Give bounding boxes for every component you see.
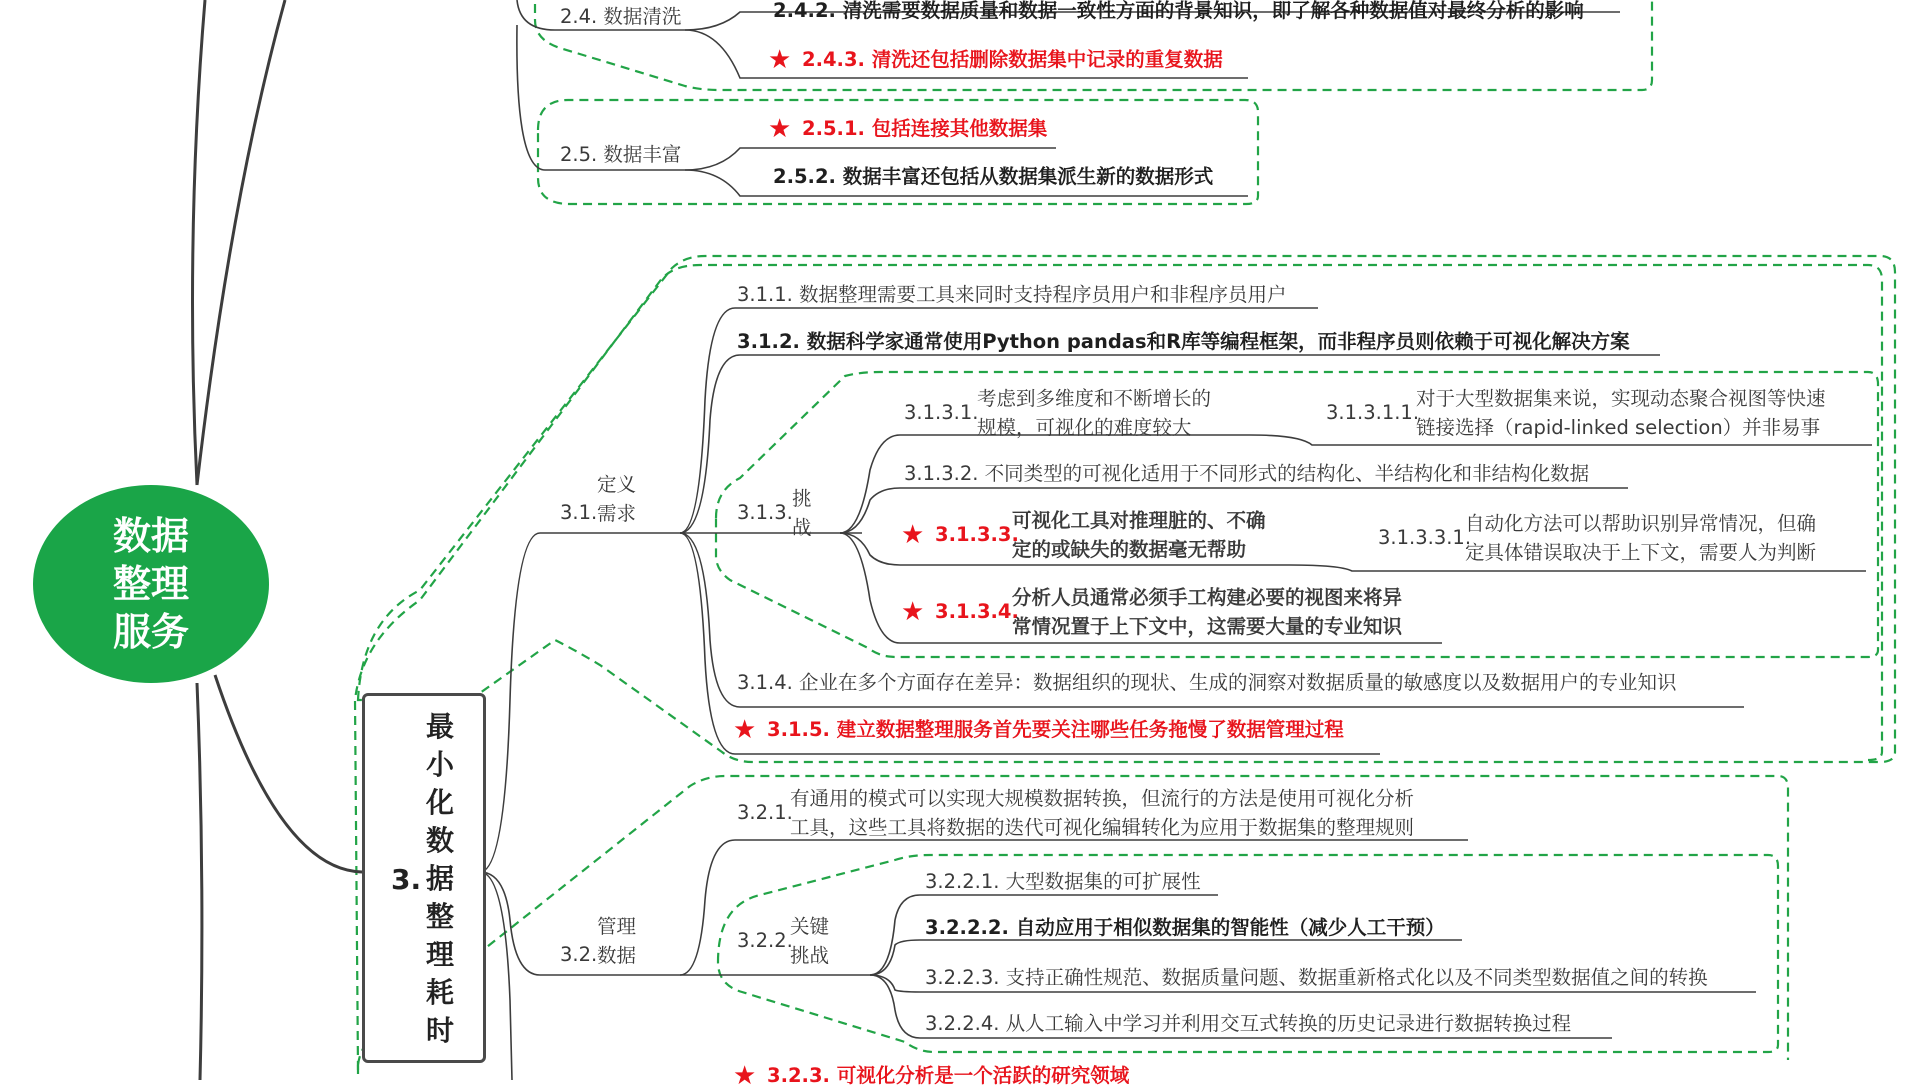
node-3-1-3-4-num[interactable]: 3.1.3.4. (935, 600, 1019, 623)
node-3-1-3-1-1-l1: 对于大型数据集来说，实现动态聚合视图等快速 (1416, 387, 1826, 410)
node-3-2-1-num[interactable]: 3.2.1. (737, 801, 793, 824)
node-2-4-label: 数据清洗 (603, 5, 682, 28)
node-3-2-label-l2: 数据 (597, 944, 637, 967)
node-3-1-3-3-l2: 定的或缺失的数据毫无帮助 (1012, 538, 1247, 561)
node-2-5-2[interactable]: 2.5.2. 数据丰富还包括从数据集派生新的数据形式 (773, 165, 1214, 188)
node-3-1-label-l1: 定义 (597, 473, 637, 496)
node-3-1-3-label (792, 484, 822, 542)
node-3-1-3-label-l1: 挑 (792, 487, 812, 510)
node-3-2-1-text (790, 784, 1414, 842)
node-3-1-3-3-1-num[interactable]: 3.1.3.3.1. (1378, 526, 1472, 549)
node-3-1-3-3-num[interactable]: 3.1.3.3. (935, 523, 1019, 546)
root-to-3 (215, 675, 362, 872)
node-2-4[interactable] (560, 2, 681, 31)
root-trunk-a (193, 0, 206, 485)
node-3-1-3-3-l1: 可视化工具对推理脏的、不确 (1012, 509, 1266, 532)
node-2-4-3[interactable]: 2.4.3. 清洗还包括删除数据集中记录的重复数据 (802, 48, 1223, 71)
node-2-5-1[interactable]: 2.5.1. 包括连接其他数据集 (802, 117, 1048, 140)
node-3-2-label-l1: 管理 (597, 915, 637, 938)
star-icon: ★ (733, 715, 757, 745)
node-2-4-2[interactable]: 2.4.2. 清洗需要数据质量和数据一致性方面的背景知识，即了解各种数据值对最终分析的影响 (773, 0, 1584, 22)
node-3-1-3-2[interactable]: 3.1.3.2. 不同类型的可视化适用于不同形式的结构化、半结构化和非结构化数据 (904, 462, 1590, 485)
node-3-1-3-label-l2: 战 (792, 516, 812, 539)
node-3-2-2-label-l1: 关键 (790, 915, 830, 938)
root-title: 数据整理服务 (112, 514, 189, 654)
node-3-2-1-l2: 工具，这些工具将数据的迭代可视化编辑转化为应用于数据集的整理规则 (790, 816, 1415, 839)
c-3-to-3-1 (480, 533, 680, 872)
node-3-1-3-1-1-l2: 链接选择（rapid-linked selection）并非易事 (1416, 416, 1821, 439)
node-3-1-3-3-1-l1: 自动化方法可以帮助识别异常情况，但确 (1465, 512, 1817, 535)
node-3-2-2-2[interactable]: 3.2.2.2. 自动应用于相似数据集的智能性（减少人工干预） (925, 916, 1445, 939)
node-3-1-3-1-1-text (1416, 384, 1826, 442)
node-2-5-label: 数据丰富 (603, 143, 682, 166)
node-3-1-3-4-l1: 分析人员通常必须手工构建必要的视图来将异 (1012, 586, 1403, 609)
node-3-1-3-4-l2: 常情况置于上下文中，这需要大量的专业知识 (1012, 615, 1403, 638)
node-3-1-num: 3.1. (560, 501, 598, 524)
node-3-1-3-3-1-text (1465, 509, 1816, 567)
node-3-1-5[interactable]: 3.1.5. 建立数据整理服务首先要关注哪些任务拖慢了数据管理过程 (767, 718, 1344, 741)
node-3-1-label (597, 470, 647, 528)
star-icon: ★ (768, 114, 792, 144)
node-3-1-3-1-l1: 考虑到多维度和不断增长的 (977, 387, 1212, 410)
root-node[interactable] (33, 485, 269, 683)
root-trunk-b (197, 0, 285, 485)
node-3-1-3-1-text (977, 384, 1211, 442)
node-3-1-3-1-num[interactable]: 3.1.3.1. (904, 401, 979, 424)
node-3-2-num: 3.2. (560, 943, 598, 966)
star-icon: ★ (901, 520, 925, 550)
node-3-1-3-3-1-l2: 定具体错误取决于上下文，需要人为判断 (1465, 541, 1817, 564)
star-icon: ★ (768, 45, 792, 75)
node-2-4-num: 2.4. (560, 5, 598, 28)
node-3-2-2-label-l2: 挑战 (790, 944, 830, 967)
node-3-1-3-1-1-num[interactable]: 3.1.3.1.1. (1326, 401, 1420, 424)
node-2-5[interactable] (560, 140, 681, 169)
node-3-2-2-label (790, 912, 840, 970)
node-3-1-3-num[interactable]: 3.1.3. (737, 501, 793, 524)
node-3-1[interactable] (560, 484, 598, 524)
node-3-2-2-1[interactable]: 3.2.2.1. 大型数据集的可扩展性 (925, 870, 1201, 893)
node-3-2-2-num[interactable]: 3.2.2. (737, 929, 793, 952)
node-3-2-2-4[interactable]: 3.2.2.4. 从人工输入中学习并利用交互式转换的历史记录进行数据转换过程 (925, 1012, 1572, 1035)
node-3-1-label-l2: 需求 (597, 502, 637, 525)
node-3-1-3-4-text (1012, 583, 1402, 641)
root-trunk-c (197, 683, 202, 1080)
node-3-2-1-l1: 有通用的模式可以实现大规模数据转换，但流行的方法是使用可视化分析 (790, 787, 1415, 810)
star-icon: ★ (901, 597, 925, 627)
node-3-1-2[interactable]: 3.1.2. 数据科学家通常使用Python pandas和R库等编程框架，而非程序员则依赖于可视化解决方案 (737, 330, 1630, 353)
branch-3-title: 最小化数据整理耗时 (425, 710, 454, 1047)
node-3-2-label (597, 912, 647, 970)
node-2-5-num: 2.5. (560, 143, 598, 166)
node-3-1-1[interactable]: 3.1.1. 数据整理需要工具来同时支持程序员用户和非程序员用户 (737, 283, 1287, 306)
node-3-1-3-1-l2: 规模，可视化的难度较大 (977, 416, 1192, 439)
node-3-2-3[interactable]: 3.2.3. 可视化分析是一个活跃的研究领域 (767, 1064, 1130, 1087)
branch-3-node[interactable] (362, 693, 486, 1063)
branch-3-number: 3. (391, 863, 422, 896)
node-3-2[interactable] (560, 926, 598, 966)
star-icon: ★ (733, 1061, 757, 1091)
node-3-1-4[interactable]: 3.1.4. 企业在多个方面存在差异：数据组织的现状、生成的洞察对数据质量的敏感度以及数据用户的专业知识 (737, 671, 1677, 694)
node-3-2-2-3[interactable]: 3.2.2.3. 支持正确性规范、数据质量问题、数据重新格式化以及不同类型数据值之间的转换 (925, 966, 1708, 989)
node-3-1-3-3-text (1012, 506, 1266, 564)
